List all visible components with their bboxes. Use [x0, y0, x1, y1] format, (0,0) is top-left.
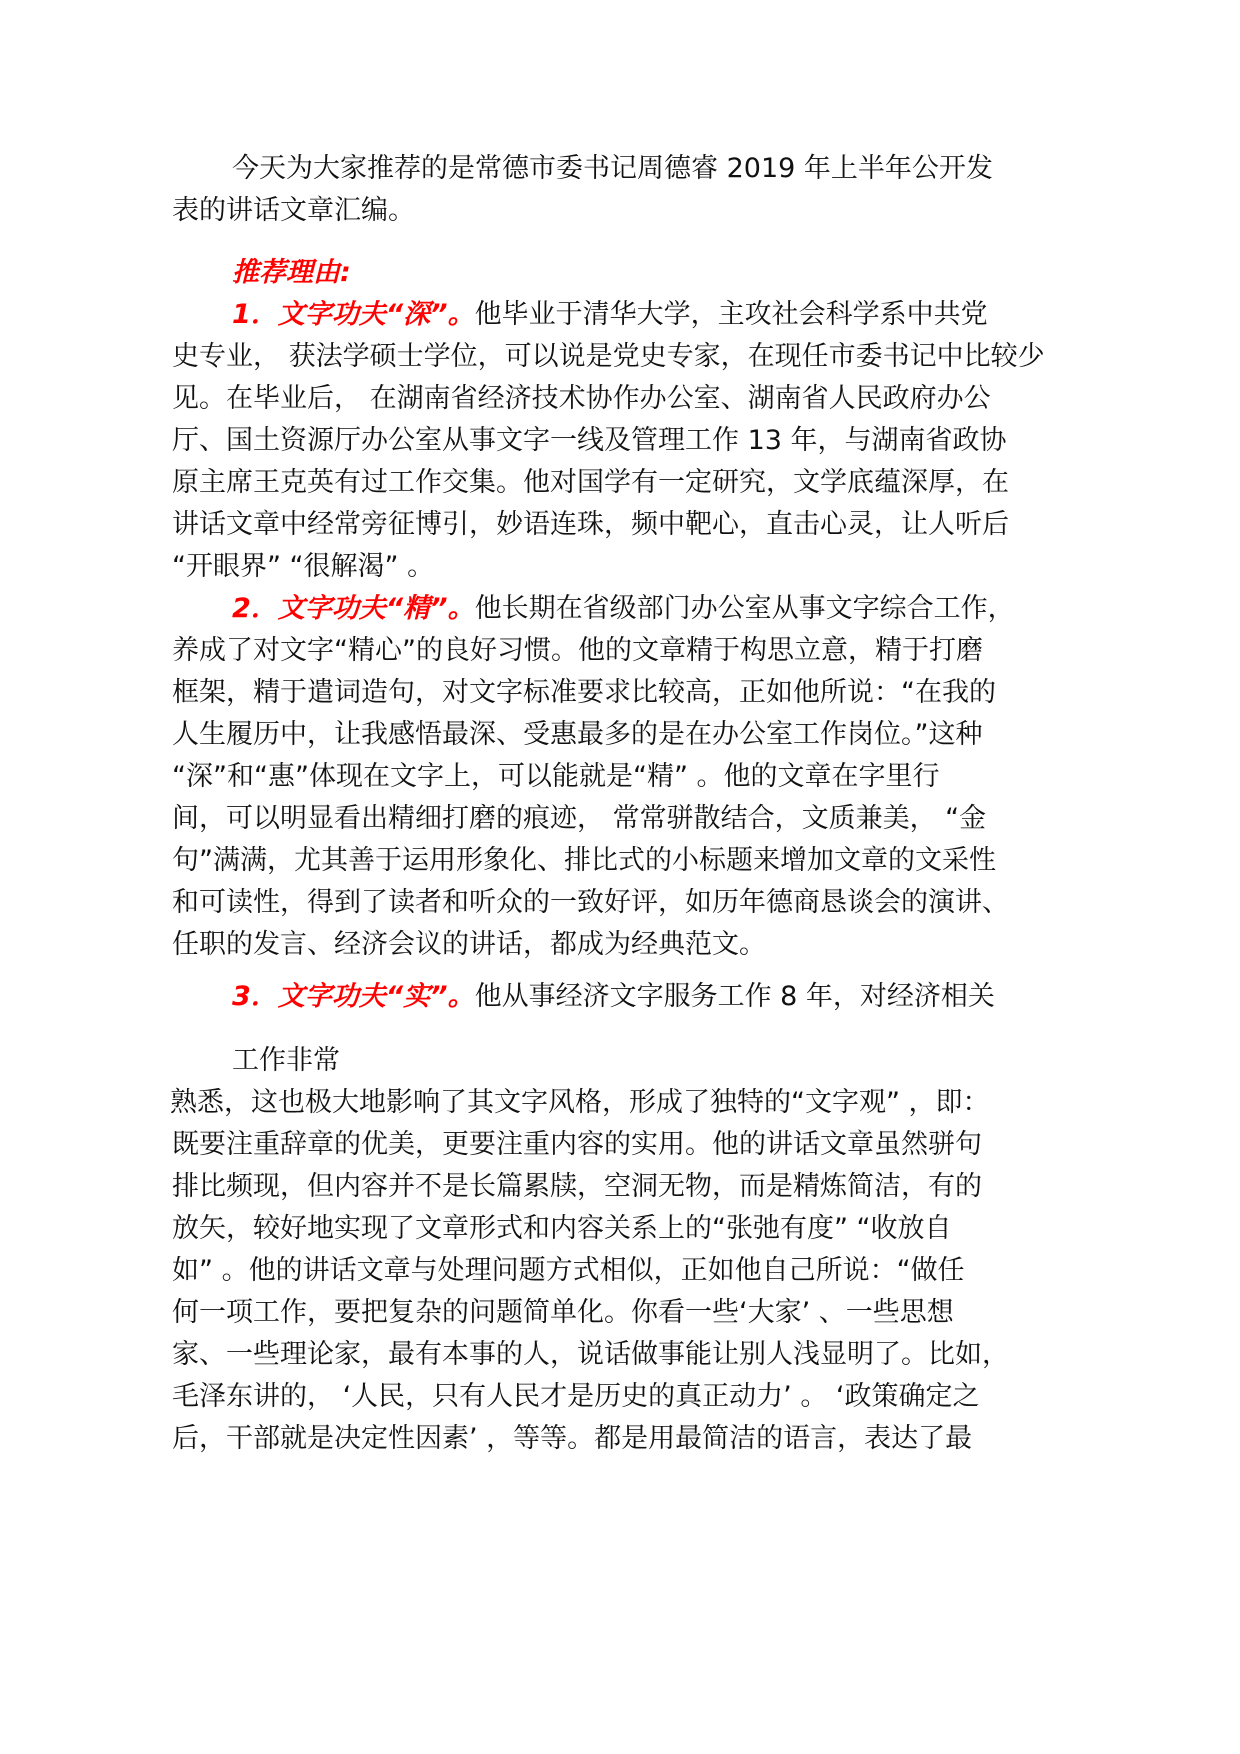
- section-line: 家、一些理论家，最有本事的人，说话做事能让别人浅显明了。比如，: [172, 1339, 1009, 1370]
- section-line: “深”和“惠”体现在文字上，可以能就是“精” 。他的文章在字里行: [172, 761, 940, 792]
- section-first-line: [172, 294, 1092, 336]
- section-line: “开眼界” “很解渴” 。: [172, 551, 435, 582]
- section-2: [172, 588, 1092, 966]
- reasons-heading: 推荐理由:: [232, 257, 351, 288]
- section-text: 他毕业于清华大学，主攻社会科学系中共党: [474, 299, 988, 330]
- section-line: 句”满满，尤其善于运用形象化、排比式的小标题来增加文章的文采性: [172, 845, 996, 876]
- intro-paragraph: [172, 148, 1092, 232]
- section-line: 讲话文章中经常旁征博引，妙语连珠，频中靶心，直击心灵，让人听后: [172, 509, 1009, 540]
- section-line: 厅、国土资源厅办公室从事文字一线及管理工作 13 年，与湖南省政协: [172, 425, 1007, 456]
- section-line: 框架，精于遣词造句，对文字标准要求比较高，正如他所说：“在我的: [172, 677, 996, 708]
- section-line: 和可读性，得到了读者和听众的一致好评，如历年德商恳谈会的演讲、: [172, 887, 1009, 918]
- section-line: 排比频现，但内容并不是长篇累牍，空洞无物，而是精炼简洁，有的: [172, 1171, 982, 1202]
- section-line: 何一项工作，要把复杂的问题简单化。你看一些‘大家’ 、一些思想: [172, 1297, 954, 1328]
- section-line: 史专业， 获法学硕士学位，可以说是党史专家，在现任市委书记中比较少: [172, 341, 1045, 372]
- section-line: 人生履历中，让我感悟最深、受惠最多的是在办公室工作岗位。”这种: [172, 719, 983, 750]
- intro-line: 表的讲话文章汇编。: [172, 195, 415, 226]
- section-heading: 3．文字功夫“实”。: [232, 981, 475, 1012]
- section-1: [172, 294, 1092, 588]
- section-text: 他从事经济文字服务工作 8 年，对经济相关: [474, 981, 995, 1012]
- section-line: 原主席王克英有过工作交集。他对国学有一定研究，文学底蕴深厚，在: [172, 467, 1009, 498]
- section-line: 放矢，较好地实现了文章形式和内容关系上的“张弛有度” “收放自: [172, 1213, 952, 1244]
- section-heading: 1．文字功夫“深”。: [232, 299, 475, 330]
- section-first-line: [172, 588, 1092, 630]
- section-line: 养成了对文字“精心”的良好习惯。他的文章精于构思立意，精于打磨: [172, 635, 983, 666]
- section-3: [172, 976, 1092, 1460]
- section-line: 后，干部就是决定性因素’ ，等等。都是用最简洁的语言，表达了最: [172, 1423, 973, 1454]
- section-line: 任职的发言、经济会议的讲话，都成为经典范文。: [172, 929, 766, 960]
- section-line: 间，可以明显看出精细打磨的痕迹， 常常骈散结合，文质兼美， “金: [172, 803, 987, 834]
- section-first-line: [172, 976, 1092, 1018]
- section-line: 既要注重辞章的优美，更要注重内容的实用。他的讲话文章虽然骈句: [172, 1129, 982, 1160]
- section-text: 他长期在省级部门办公室从事文字综合工作，: [474, 593, 1015, 624]
- section-line: 如” 。他的讲话文章与处理问题方式相似，正如他自己所说：“做任: [172, 1255, 965, 1286]
- section-line: 熟悉，这也极大地影响了其文字风格，形成了独特的“文字观” ，即：: [170, 1087, 990, 1118]
- document-body: [172, 148, 1092, 1460]
- section-line: 毛泽东讲的， ‘人民，只有人民才是历史的真正动力’ 。 ‘政策确定之: [172, 1381, 980, 1412]
- section-heading: 2．文字功夫“精”。: [232, 593, 475, 624]
- section-line: 见。在毕业后， 在湖南省经济技术协作办公室、湖南省人民政府办公: [172, 383, 991, 414]
- section-continuation: 工作非常: [232, 1045, 340, 1076]
- intro-line: 今天为大家推荐的是常德市委书记周德睿 2019 年上半年公开发: [232, 153, 993, 184]
